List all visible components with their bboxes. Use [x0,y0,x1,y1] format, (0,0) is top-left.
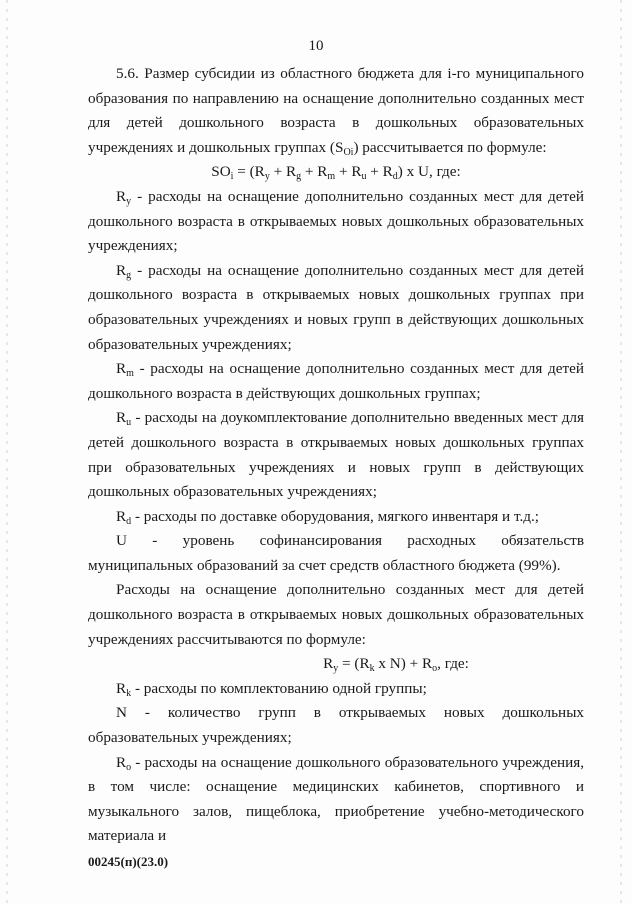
paragraph-text: 5.6. Размер субсидии из областного бюджета для i-го муниципального образования по направлению на оснащение дополнительно созданных мест для детей дошкольного возраста в дошкольных образовательных учреждениях и дошкольных группах (S [88,65,584,156]
page-number: 10 [308,38,324,54]
definition-ro: $R_o$ - расходы на оснащение дошкольного образовательного учреждения, в том числе: оснащение медицинских кабинетов, спортивного и музыкального залов, пищеблока, приобретение учебно-методического материала и [88,753,584,845]
paragraph-subsidy-size [88,62,584,160]
paragraph-expenses: Расходы на оснащение дополнительно созданных мест для детей дошкольного возраста в открываемых новых дошкольных образовательных учреждениях рассчитываются по формуле: [88,581,584,648]
definition-ry: $R_y$ - расходы на оснащение дополнительно созданных мест для детей дошкольного возраста в открываемых новых дошкольных образовательных учреждениях; [88,187,584,255]
scan-edge-right [620,0,622,905]
paragraph-text: ) рассчитывается по формуле: [353,138,547,156]
definition-rm: $R_m$ - расходы на оснащение дополнительно созданных мест для детей дошкольного возраста в действующих дошкольных группах; [88,360,584,402]
definition-n: N - количество групп в открываемых новых дошкольных образовательных учреждениях; [88,704,584,747]
subscript: Oi [343,146,354,158]
document-body [88,62,584,849]
formula-soi: $SO_i = (R_y + R_g + R_m + R_u + R_d)$ x U, где: [211,163,461,183]
definition-u: U - уровень софинансирования расходных обязательств муниципальных образований за счет средств областного бюджета (99%). [88,532,584,574]
definition-ru: $R_u$ - расходы на доукомплектование дополнительно введенных мест для детей дошкольного возраста в открываемых новых дошкольных группах при образовательных учреждениях и новых групп в действующих дошкольных образовательных учреждениях; [88,409,584,501]
formula-ry: $R_y = (R_k$ x $N) + R_o$, где: [323,655,469,675]
document-footer-code: 00245(п)(23.0) [88,854,169,869]
definition-rk: $R_k$ - расходы по комплектованию одной группы; [116,679,427,699]
definition-rd: $R_d$ - расходы по доставке оборудования, мягкого инвентаря и т.д.; [116,507,539,527]
definition-rg: $R_g$ - расходы на оснащение дополнительно созданных мест для детей дошкольного возраста в открываемых новых дошкольных группах при образовательных учреждениях и новых групп в действующих дошкольных образовательных учреждениях; [88,261,584,353]
scan-edge-left [6,0,8,905]
